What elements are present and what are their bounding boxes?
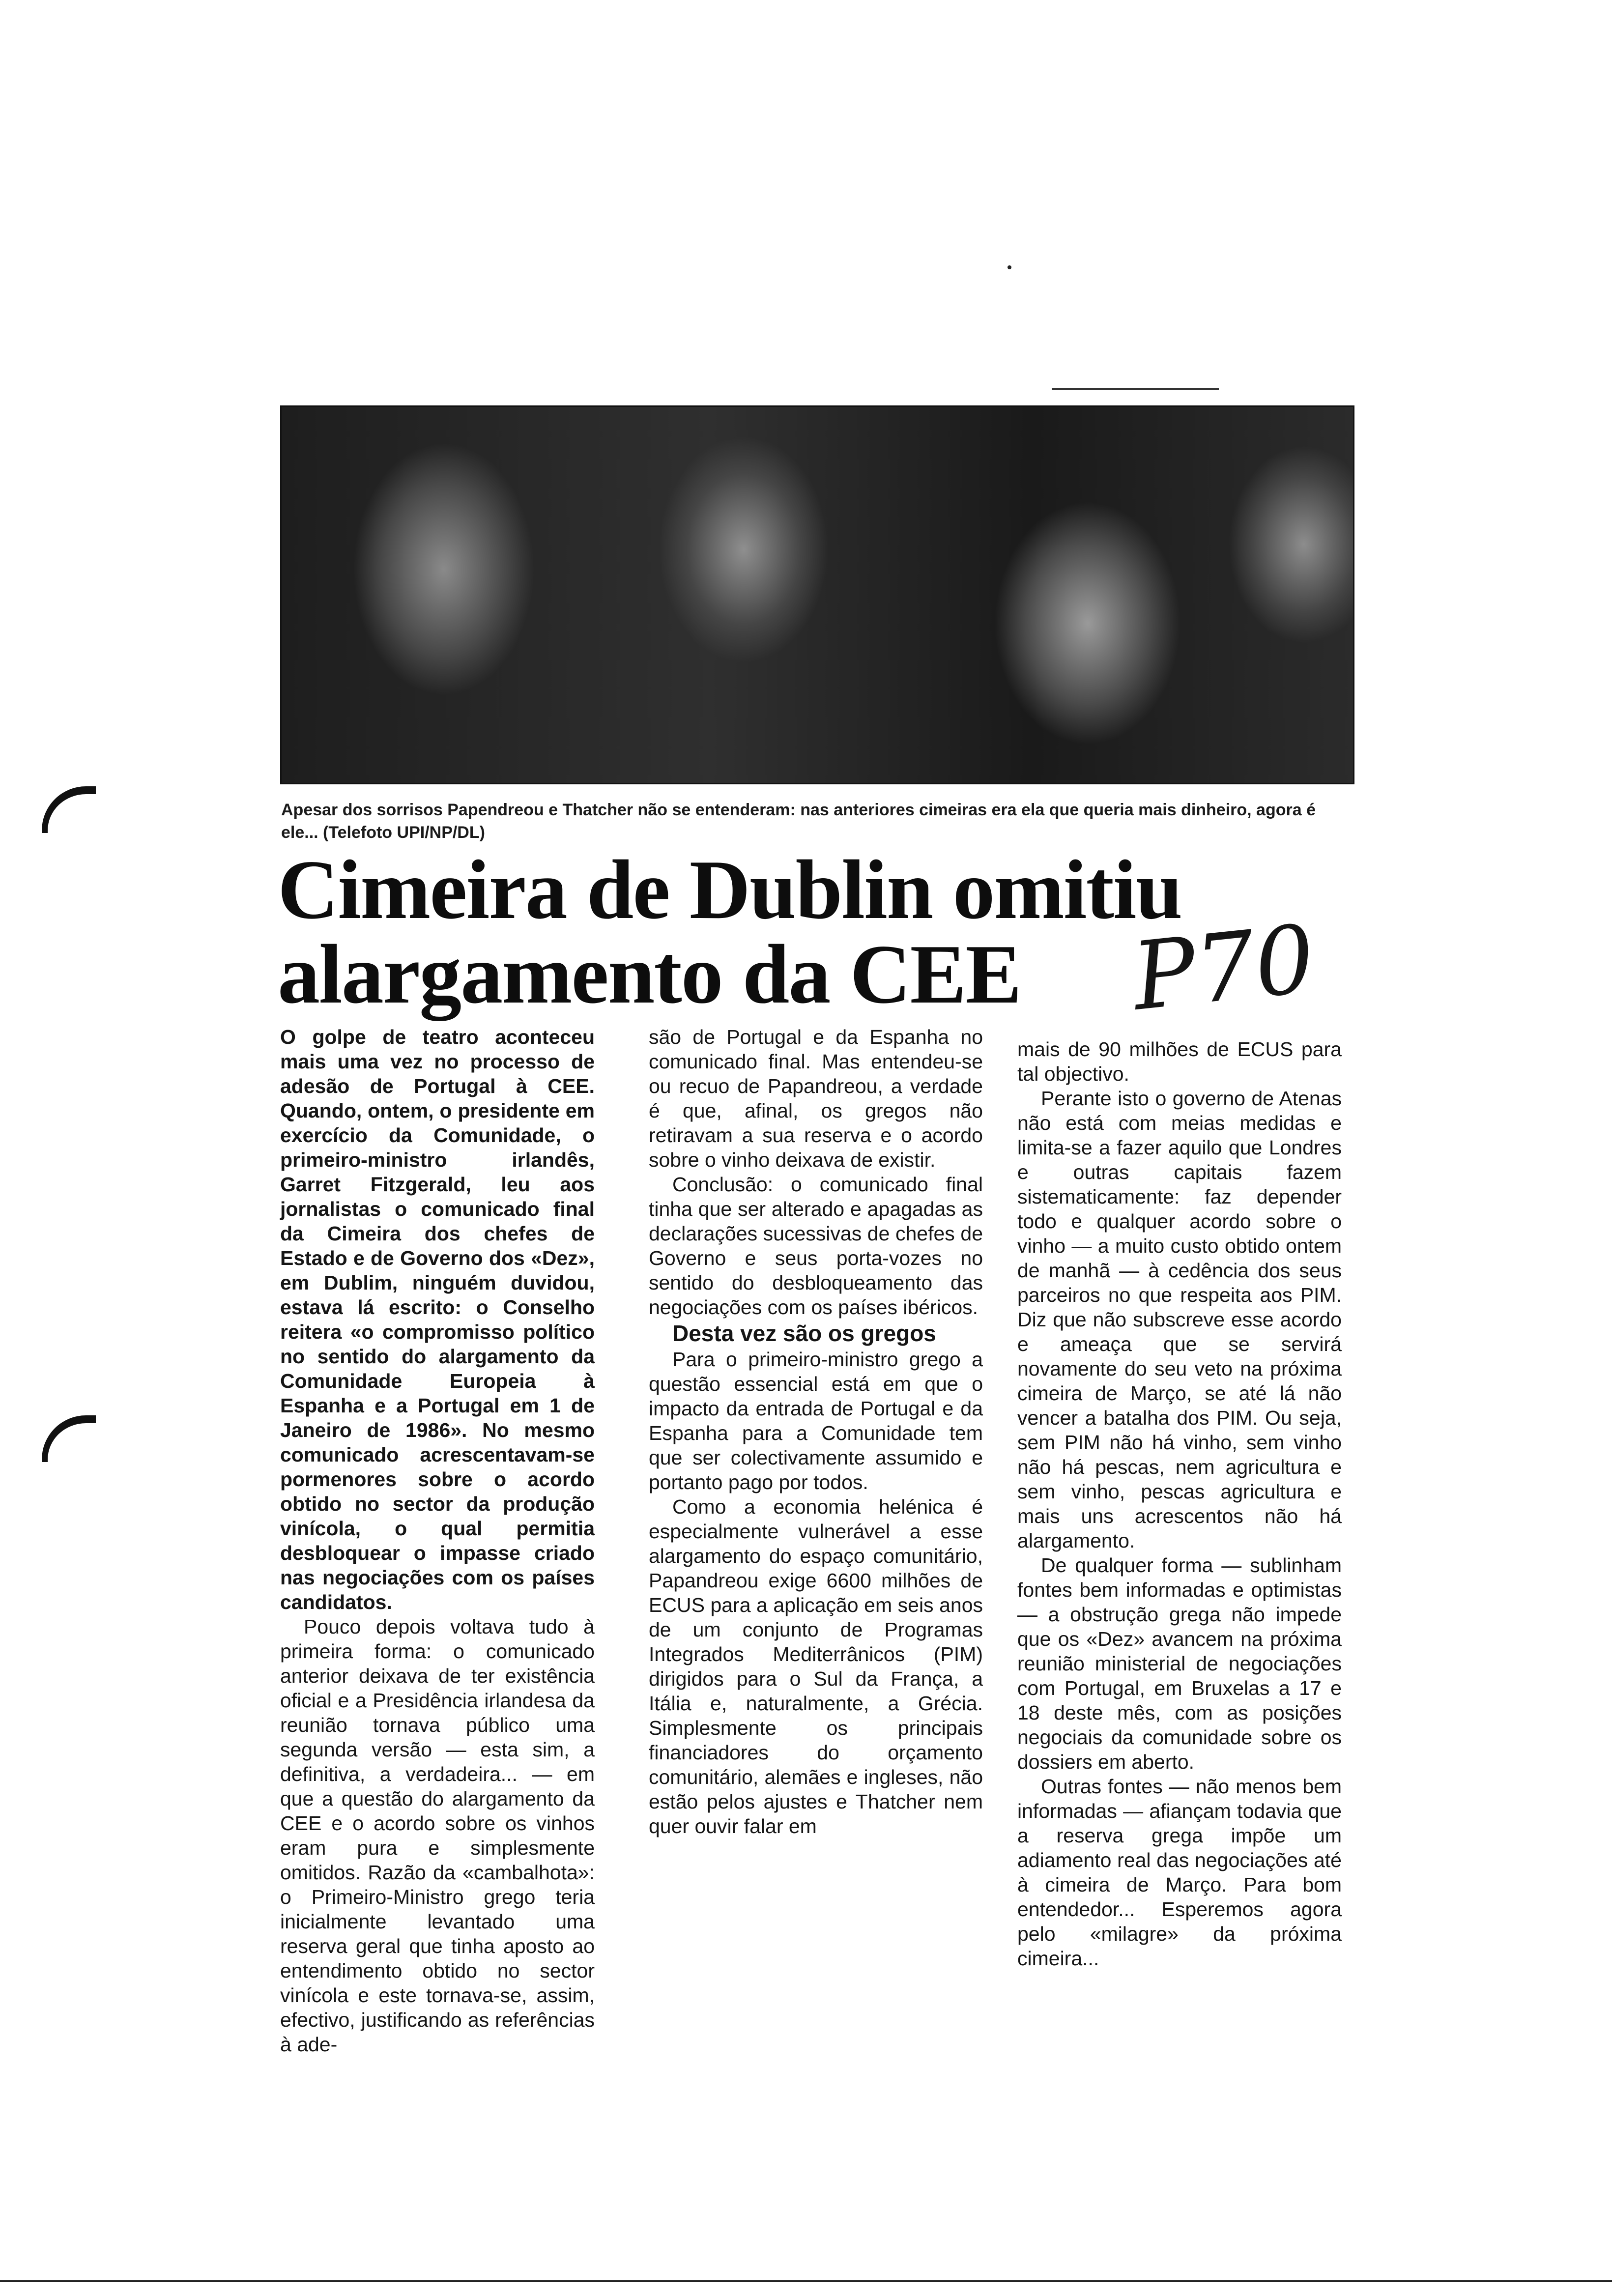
article-column-2 [649, 1025, 983, 1838]
headline-line-2: alargamento da CEE [278, 928, 1021, 1021]
article-column-3 [1017, 1037, 1342, 1971]
paragraph: Como a economia helénica é especialmente vulnerável a esse alargamento do espaço comunitário, Papandreou exige 6600 milhões de ECUS para a aplicação em seis anos de um conjunto de Programas Integrados Mediterrânicos (PIM) dirigidos para o Sul da França, a Itália e, naturalmente, a Grécia. Simplesmente os principais financiadores do orçamento comunitário, alemães e ingleses, não estão pelos ajustes e Thatcher nem quer ouvir falar em [649, 1495, 983, 1837]
headline-line-1: Cimeira de Dublin omitiu [278, 843, 1182, 937]
paragraph: Pouco depois voltava tudo à primeira forma: o comunicado anterior deixava de ter existência oficial e a Presidência irlandesa da reunião tornava público uma segunda versão — esta sim, a definitiva, a verdadeira... — em que a questão do alargamento da CEE e o acordo sobre os vinhos eram pura e simplesmente omitidos. Razão da «cambalhota»: o Primeiro-Ministro grego teria inicialmente levantado uma reserva geral que tinha aposto ao entendimento obtido no sector vinícola e este tornava-se, assim, efectivo, justificando as referências à ade- [280, 1615, 595, 2056]
paragraph: são de Portugal e da Espanha no comunicado final. Mas entendeu-se ou recuo de Papandreou, a verdade é que, afinal, os gregos não retiravam a sua reserva e o acordo sobre o vinho deixava de existir. [649, 1026, 983, 1171]
paragraph: O golpe de teatro aconteceu mais uma vez no processo de adesão de Portugal à CEE. Quando, ontem, o presidente em exercício da Comunidade, o primeiro-ministro irlandês, Garret Fitzgerald, leu aos jornalistas o comunicado final da Cimeira dos chefes de Estado e de Governo dos «Dez», em Dublim, ninguém duvidou, estava lá escrito: o Conselho reitera «o compromisso político no sentido do alargamento da Comunidade Europeia à Espanha e a Portugal em 1 de Janeiro de 1986». No mesmo comunicado acrescentavam-se pormenores sobre o acordo obtido no sector da produção vinícola, o qual permitia desbloquear o impasse criado nas negociações com os países candidatos. [280, 1026, 595, 1613]
news-photo [280, 405, 1354, 784]
article-column-1 [280, 1025, 595, 2057]
bottom-rule [0, 2280, 1612, 2282]
paragraph: mais de 90 milhões de ECUS para tal objectivo. [1017, 1038, 1342, 1085]
photo-caption: Apesar dos sorrisos Papendreou e Thatcher não se entenderam: nas anteriores cimeiras era ela que queria mais dinheiro, agora é ele... (Telefoto UPI/NP/DL) [281, 801, 1316, 842]
top-rule [1052, 388, 1219, 390]
paragraph: Outras fontes — não menos bem informadas — afiançam todavia que a reserva grega impõe um adiamento real das negociações até à cimeira de Março. Para bom entendedor... Esperemos agora pelo «milagre» da próxima cimeira... [1017, 1775, 1342, 1970]
scan-speck [1008, 265, 1011, 269]
paragraph: Conclusão: o comunicado final tinha que ser alterado e apagadas as declarações sucessivas de chefes de Governo e seus porta-vozes no sentido do desbloqueamento das negociações com os países ibéricos. [649, 1173, 983, 1319]
punch-hole-mark [42, 786, 96, 833]
paragraph: Para o primeiro-ministro grego a questão essencial está em que o impacto da entrada de Portugal e da Espanha para a Comunidade tem que ser colectivamente assumido e portanto pago por todos. [649, 1348, 983, 1493]
subheading: Desta vez são os gregos [672, 1320, 936, 1346]
paragraph: Perante isto o governo de Atenas não está com meias medidas e limita-se a fazer aquilo que Londres e outras capitais fazem sistematicamente: faz depender todo e qualquer acordo sobre o vinho — a muito custo obtido ontem de manhã — à cedência dos seus parceiros no que respeita aos PIM. Diz que não subscreve esse acordo e ameaça que se servirá novamente do seu veto na próxima cimeira de Março, se até lá não vencer a batalha dos PIM. Ou seja, sem PIM não há vinho, sem vinho não há pescas, nem agricultura e sem vinho, pescas agricultura e mais uns acrescentos não há alargamento. [1017, 1087, 1342, 1552]
paragraph: De qualquer forma — sublinham fontes bem informadas e optimistas — a obstrução grega não impede que os «Dez» avancem na próxima reunião ministerial de negociações com Portugal, em Bruxelas a 17 e 18 deste mês, com as posições negociais da comunidade sobre os dossiers em aberto. [1017, 1554, 1342, 1773]
handwritten-mark: P70 [1127, 904, 1320, 1032]
punch-hole-mark [42, 1415, 96, 1462]
